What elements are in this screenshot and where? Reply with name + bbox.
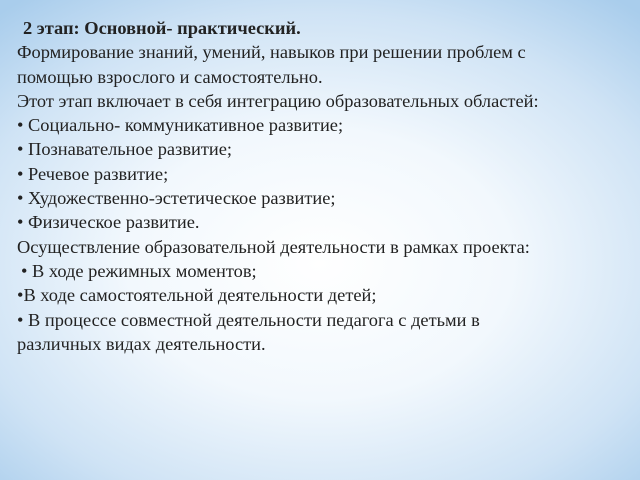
list-item: •В ходе самостоятельной деятельности детей; <box>17 285 377 306</box>
list-item: • Художественно-эстетическое развитие; <box>17 188 336 209</box>
slide-title: 2 этап: Основной- практический. <box>23 18 301 38</box>
list-item: • В ходе режимных моментов; <box>21 260 257 281</box>
list-item: • Социально- коммуникативное развитие; <box>17 115 344 136</box>
paragraph-line: различных видах деятельности. <box>17 333 266 354</box>
paragraph-line: Этот этап включает в себя интеграцию образовательных областей: <box>17 90 539 111</box>
list-item: • Речевое развитие; <box>17 163 169 184</box>
paragraph-line: Осуществление образовательной деятельности в рамках проекта: <box>17 236 530 257</box>
paragraph-line: помощью взрослого и самостоятельно. <box>17 66 323 87</box>
paragraph-line: Формирование знаний, умений, навыков при решении проблем с <box>17 42 526 63</box>
list-item: • Физическое развитие. <box>17 212 200 233</box>
slide-text-block <box>17 16 632 356</box>
list-item: • Познавательное развитие; <box>17 139 232 160</box>
list-item: • В процессе совместной деятельности педагога с детьми в <box>17 309 480 330</box>
